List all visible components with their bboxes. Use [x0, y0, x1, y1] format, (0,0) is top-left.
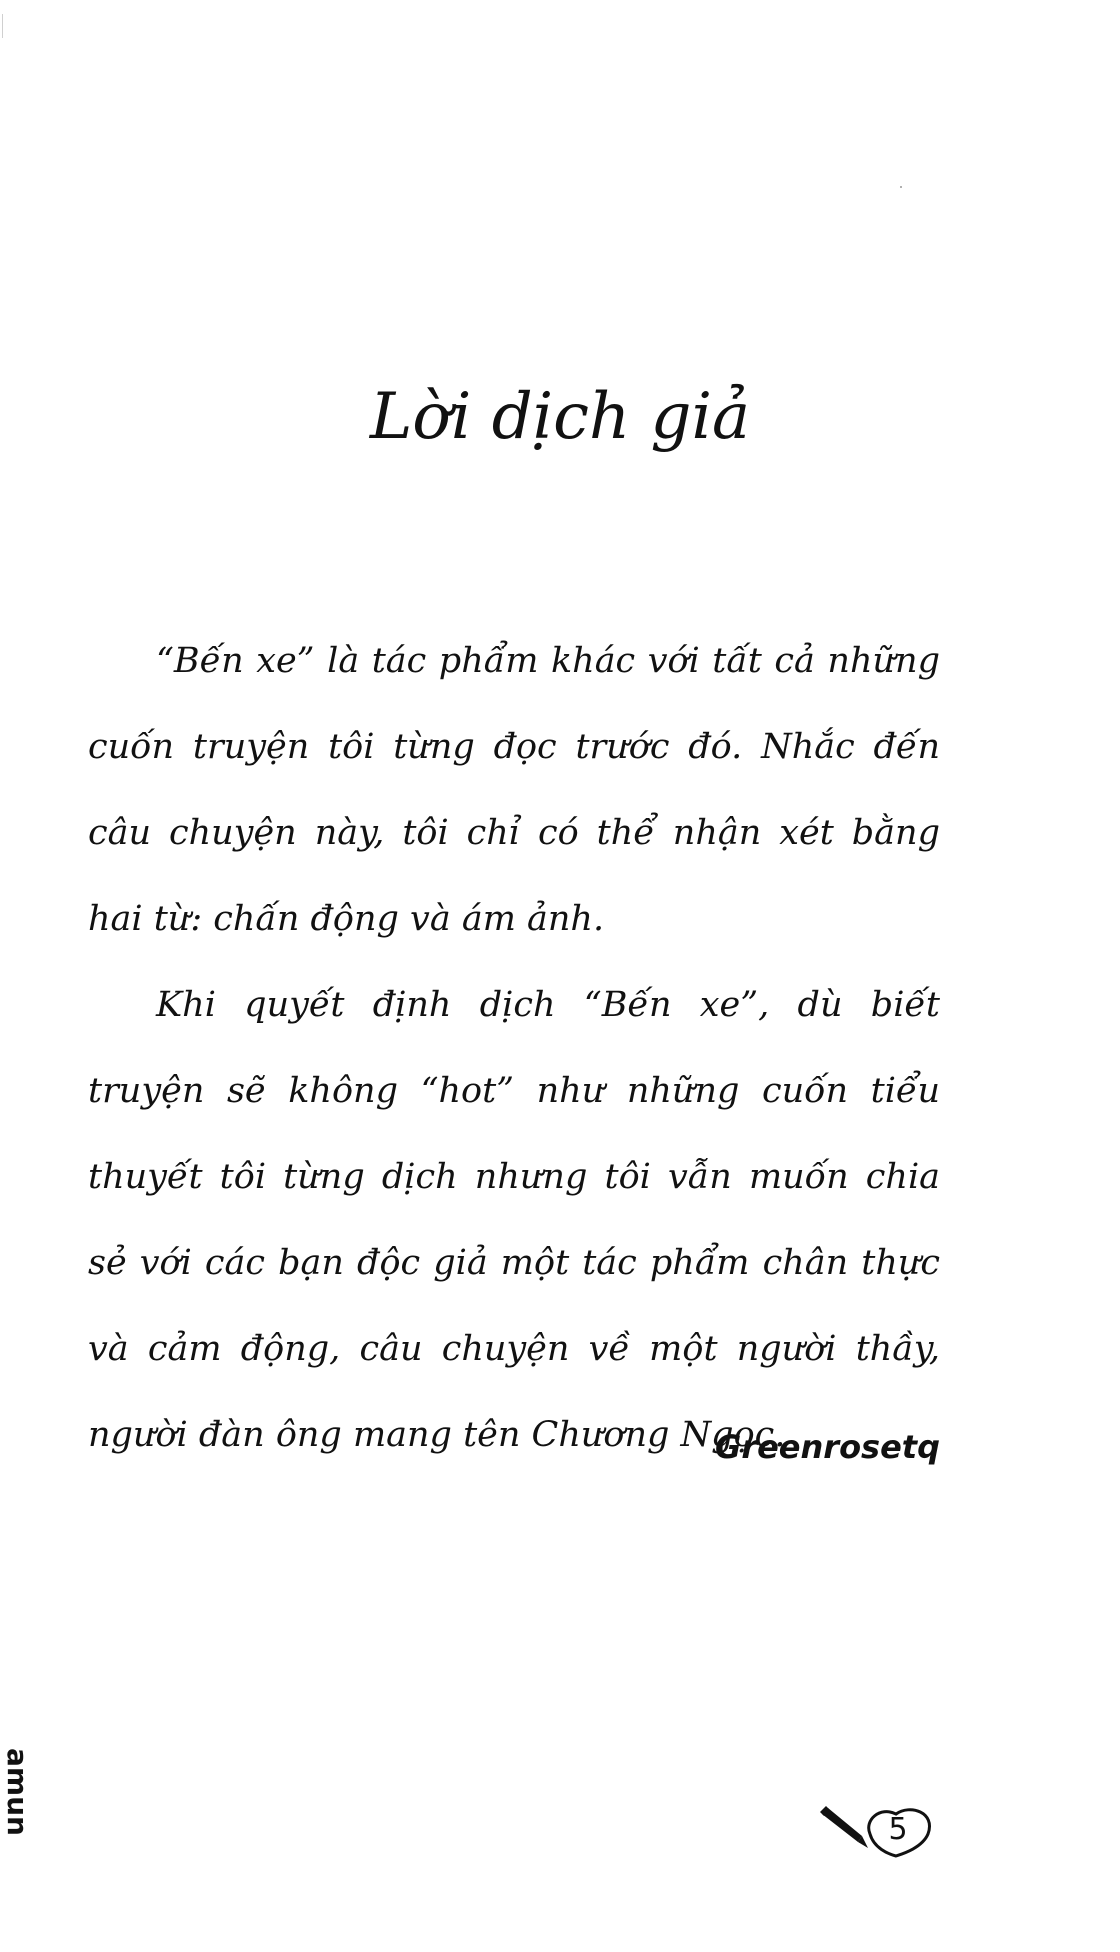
body-text — [88, 618, 940, 1478]
page-title: Lời dịch giả — [369, 380, 751, 454]
corner-mark — [2, 14, 13, 38]
translator-signature: Greenrosetq — [715, 1428, 940, 1466]
publisher-logo: amun — [1, 1748, 34, 1836]
paragraph-2: Khi quyết định dịch “Bến xe”, dù biết truyện sẽ không “hot” như những cuốn tiểu thuyết tôi từng dịch nhưng tôi vẫn muốn chia sẻ với các bạn độc giả một tác phẩm chân thực và cảm động, câu chuyện về một người thầy, người đàn ông mang tên Chương Ngọc. — [88, 985, 940, 1455]
page-number-ornament — [818, 1800, 938, 1864]
paper-speck — [900, 186, 902, 188]
page-number: 5 — [888, 1812, 908, 1847]
paragraph-1: “Bến xe” là tác phẩm khác với tất cả những cuốn truyện tôi từng đọc trước đó. Nhắc đến câu chuyện này, tôi chỉ có thể nhận xét bằng hai từ: chấn động và ám ảnh. — [88, 641, 940, 939]
